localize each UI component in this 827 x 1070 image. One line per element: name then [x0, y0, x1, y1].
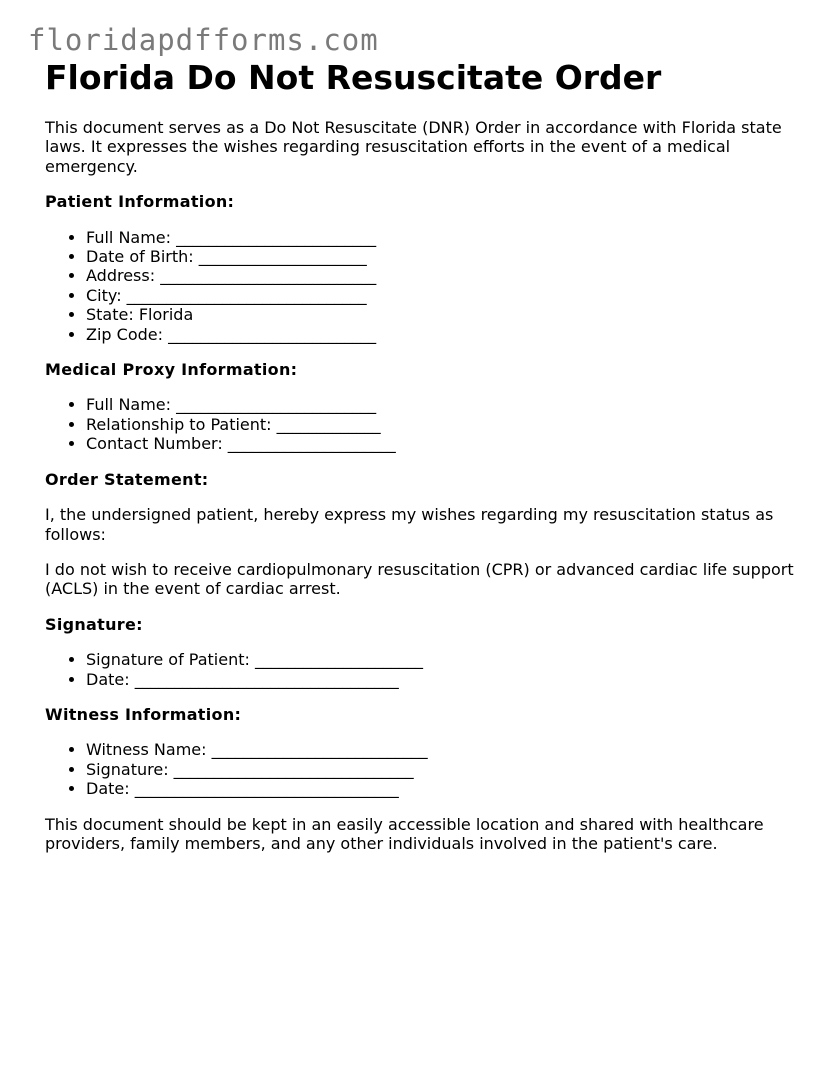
witness-info-list [45, 740, 795, 798]
patient-info-heading: Patient Information: [45, 192, 235, 212]
order-statement-paragraph: I, the undersigned patient, hereby express my wishes regarding my resuscitation status as follows: [45, 505, 774, 544]
document-page [45, 58, 795, 853]
signature-list [45, 650, 795, 689]
proxy-info-heading: Medical Proxy Information: [45, 360, 298, 380]
patient-address-field[interactable]: • Address: ___________________________ [86, 266, 795, 285]
proxy-full-name-field[interactable]: • Full Name: _________________________ [86, 395, 795, 414]
closing-paragraph: This document should be kept in an easily accessible location and shared with healthcare providers, family members, and any other individuals involved in the patient's care. [45, 814, 764, 853]
signature-heading: Signature: [45, 614, 143, 634]
patient-dob-field[interactable]: • Date of Birth: _____________________ [86, 247, 795, 266]
patient-full-name-field[interactable]: • Full Name: _________________________ [86, 228, 795, 247]
witness-date-field[interactable]: • Date: _________________________________ [86, 779, 795, 798]
witness-name-field[interactable]: • Witness Name: ___________________________ [86, 740, 795, 759]
witness-info-heading: Witness Information: [45, 704, 242, 724]
proxy-info-list [45, 395, 795, 453]
page-title: Florida Do Not Resuscitate Order [45, 58, 662, 97]
witness-signature-field[interactable]: • Signature: ______________________________ [86, 760, 795, 779]
intro-paragraph: This document serves as a Do Not Resuscitate (DNR) Order in accordance with Florida state laws. It expresses the wishes regarding resuscitation efforts in the event of a medical emergency. [45, 118, 782, 176]
order-cpr-paragraph: I do not wish to receive cardiopulmonary resuscitation (CPR) or advanced cardiac life support (ACLS) in the event of cardiac arrest. [45, 559, 794, 599]
patient-zip-field[interactable]: • Zip Code: __________________________ [86, 325, 795, 344]
proxy-relationship-field[interactable]: • Relationship to Patient: _____________ [86, 415, 795, 434]
proxy-contact-number-field[interactable]: • Contact Number: _____________________ [86, 434, 795, 453]
patient-info-list [45, 228, 795, 344]
order-statement-heading: Order Statement: [45, 469, 209, 489]
patient-state-field: • State: Florida [86, 305, 795, 324]
patient-city-field[interactable]: • City: ______________________________ [86, 286, 795, 305]
site-watermark: floridapdfforms.com [28, 23, 379, 57]
patient-signature-field[interactable]: • Signature of Patient: _____________________ [86, 650, 795, 669]
signature-date-field[interactable]: • Date: _________________________________ [86, 670, 795, 689]
